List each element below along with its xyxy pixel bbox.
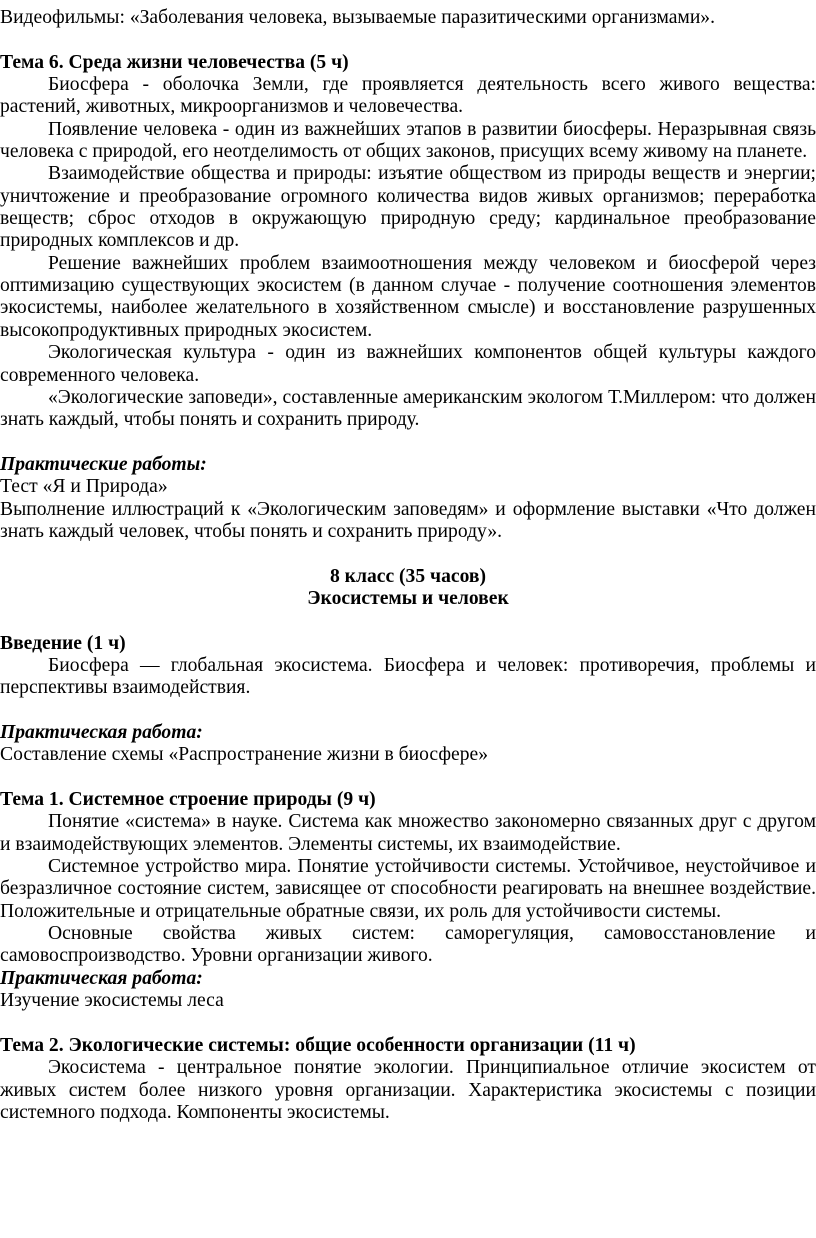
paragraph: Взаимодействие общества и природы: изъятие обществом из природы веществ и энергии; уничтожение и преобразование огромного количества видов живых организмов; переработка веществ; сброс отходов в окружающую природную среду; кардинальное преобразование природных комплексов и др. bbox=[0, 163, 816, 252]
practical-heading: Практические работы: bbox=[0, 453, 207, 475]
blank-line bbox=[0, 610, 816, 632]
practical-item: Составление схемы «Распространение жизни в биосфере» bbox=[0, 744, 489, 766]
blank-line bbox=[0, 432, 816, 454]
topic1-heading: Тема 1. Системное строение природы (9 ч) bbox=[0, 789, 376, 811]
grade-subtitle: Экосистемы и человек bbox=[307, 587, 509, 609]
paragraph: Экосистема - центральное понятие экологии. Принципиальное отличие экосистем от живых систем более низкого уровня организации. Характеристика экосистемы с позиции системного подхода. Компоненты экосистемы. bbox=[0, 1057, 816, 1123]
practical-heading: Практическая работа: bbox=[0, 967, 203, 989]
paragraph: Биосфера — глобальная экосистема. Биосфера и человек: противоречия, проблемы и перспективы взаимодействия. bbox=[0, 654, 816, 699]
practical-heading: Практическая работа: bbox=[0, 722, 203, 743]
intro-heading: Введение (1 ч) bbox=[0, 632, 126, 654]
paragraph: Основные свойства живых систем: саморегуляция, самовосстановление и самовоспроизводство. Уровни организации живого. bbox=[0, 923, 816, 967]
blank-line bbox=[0, 1012, 816, 1034]
video-line: Видеофильмы: «Заболевания человека, вызываемые паразитическими организмами». bbox=[0, 7, 715, 28]
paragraph: Понятие «система» в науке. Система как множество закономерно связанных друг с другом и взаимодействующих элементов. Элементы системы, их взаимодействие. bbox=[0, 811, 816, 855]
practical-item: Тест «Я и Природа» bbox=[0, 476, 168, 498]
paragraph: «Экологические заповеди», составленные американским экологом Т.Миллером: что должен знать каждый, чтобы понять и сохранить природу. bbox=[0, 386, 816, 431]
practical-item: Выполнение иллюстраций к «Экологическим заповедям» и оформление выставки «Что должен знать каждый человек, чтобы понять и сохранить природу». bbox=[0, 498, 816, 542]
blank-line bbox=[0, 700, 816, 722]
paragraph: Решение важнейших проблем взаимоотношения между человеком и биосферой через оптимизацию существующих экосистем (в данном случае - получение соотношения элементов экосистемы, наиболее желательного в хозяйственном смысле) и восстановление разрушенных высокопродуктивных природных экосистем. bbox=[0, 252, 816, 341]
blank-line bbox=[0, 543, 816, 565]
topic2-heading: Тема 2. Экологические системы: общие особенности организации (11 ч) bbox=[0, 1034, 636, 1056]
paragraph: Появление человека - один из важнейших этапов в развитии биосферы. Неразрывная связь человека с природой, его неотделимость от общих законов, присущих всему живому на планете. bbox=[0, 118, 816, 163]
blank-line bbox=[0, 29, 816, 51]
practical-item: Изучение экосистемы леса bbox=[0, 990, 224, 1012]
paragraph: Системное устройство мира. Понятие устойчивости системы. Устойчивое, неустойчивое и безразличное состояние систем, зависящее от способности реагировать на внешнее воздействие. Положительные и отрицательные обратные связи, их роль для устойчивости системы. bbox=[0, 856, 816, 922]
paragraph: Экологическая культура - один из важнейших компонентов общей культуры каждого современного человека. bbox=[0, 342, 816, 386]
paragraph: Биосфера - оболочка Земли, где проявляется деятельность всего живого вещества: растений, животных, микроорганизмов и человечества. bbox=[0, 74, 816, 118]
blank-line bbox=[0, 767, 816, 789]
grade-title: 8 класс (35 часов) bbox=[329, 565, 487, 587]
topic6-heading: Тема 6. Среда жизни человечества (5 ч) bbox=[0, 51, 349, 73]
